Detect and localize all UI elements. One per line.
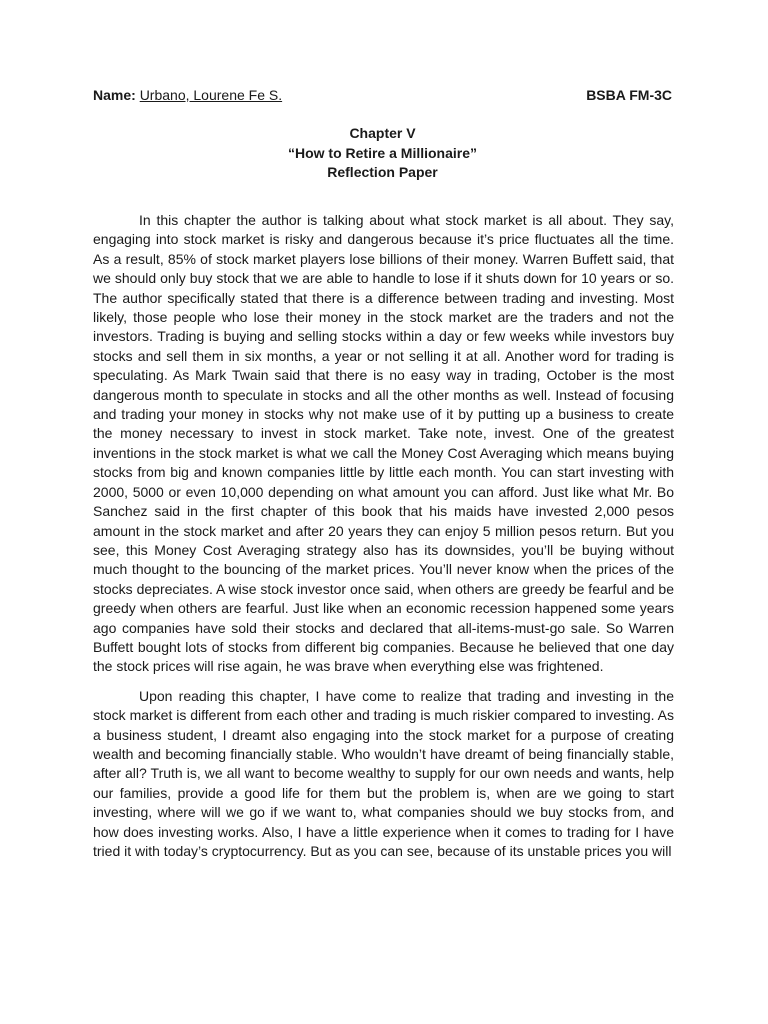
course-section: BSBA FM-3C — [586, 87, 672, 103]
name-value: Urbano, Lourene Fe S. — [139, 87, 283, 103]
student-name — [93, 87, 282, 103]
chapter-title: Chapter V — [349, 125, 416, 141]
name-label: Name: — [93, 87, 136, 103]
document-body — [93, 211, 674, 871]
paragraph-1: In this chapter the author is talking about what stock market is all about. They say, engaging into stock market is risky and dangerous because it’s price fluctuates all the time. As a result, 85% of stock market players lose billions of their money. Warren Buffett said, that we should only buy stock that we are able to handle to lose if it shuts down for 10 years or so. The author specifically stated that there is a difference between trading and investing. Most likely, those people who lose their money in the stock market are the traders and not the investors. Trading is buying and selling stocks within a day or few weeks while investors buy stocks and sell them in six months, a year or not selling it at all. Another word for trading is speculating. As Mark Twain said that there is no easy way in trading, October is the most dangerous month to speculate in stocks and all the other months as well. Instead of focusing and trading your money in stocks why not make use of it by putting up a business to create the money necessary to invest in stock market. Take note, invest. One of the greatest inventions in the stock market is what we call the Money Cost Averaging which means buying stocks from big and known companies little by little each month. You can start investing with 2000, 5000 or even 10,000 depending on what amount you can afford. Just like what Mr. Bo Sanchez said in the first chapter of this book that his maids have invested 2,000 pesos amount in the stock market and after 20 years they can enjoy 5 million pesos return. But you see, this Money Cost Averaging strategy also has its downsides, you’ll be buying without much thought to the bouncing of the market prices. You’ll never know when the prices of the stocks depreciates. A wise stock investor once said, when others are greedy be fearful and be greedy when others are fearful. Just like when an economic recession happened some years ago companies have sold their stocks and declared that all-items-must-go sale. So Warren Buffett bought lots of stocks from different big companies. Because he believed that one day the stock prices will rise again, he was brave when everything else was frightened. — [93, 212, 674, 675]
book-title: “How to Retire a Millionaire” — [287, 144, 478, 161]
paragraph-2: Upon reading this chapter, I have come to realize that trading and investing in the stock market is different from each other and trading is much riskier compared to investing. As a business student, I dreamt also engaging into the stock market for a purpose of creating wealth and becoming financially stable. Who wouldn’t have dreamt of being financially stable, after all? Truth is, we all want to become wealthy to supply for our own needs and wants, help our families, provide a good life for them but the problem is, when are we going to start investing, where will we go if we want to, what companies should we buy stocks from, and how does investing works. Also, I have a little experience when it comes to trading for I have tried it with today’s cryptocurrency. But as you can see, because of its unstable prices you will — [93, 687, 674, 859]
paper-type: Reflection Paper — [327, 164, 438, 180]
title-block — [93, 124, 672, 183]
header-row — [93, 87, 672, 107]
